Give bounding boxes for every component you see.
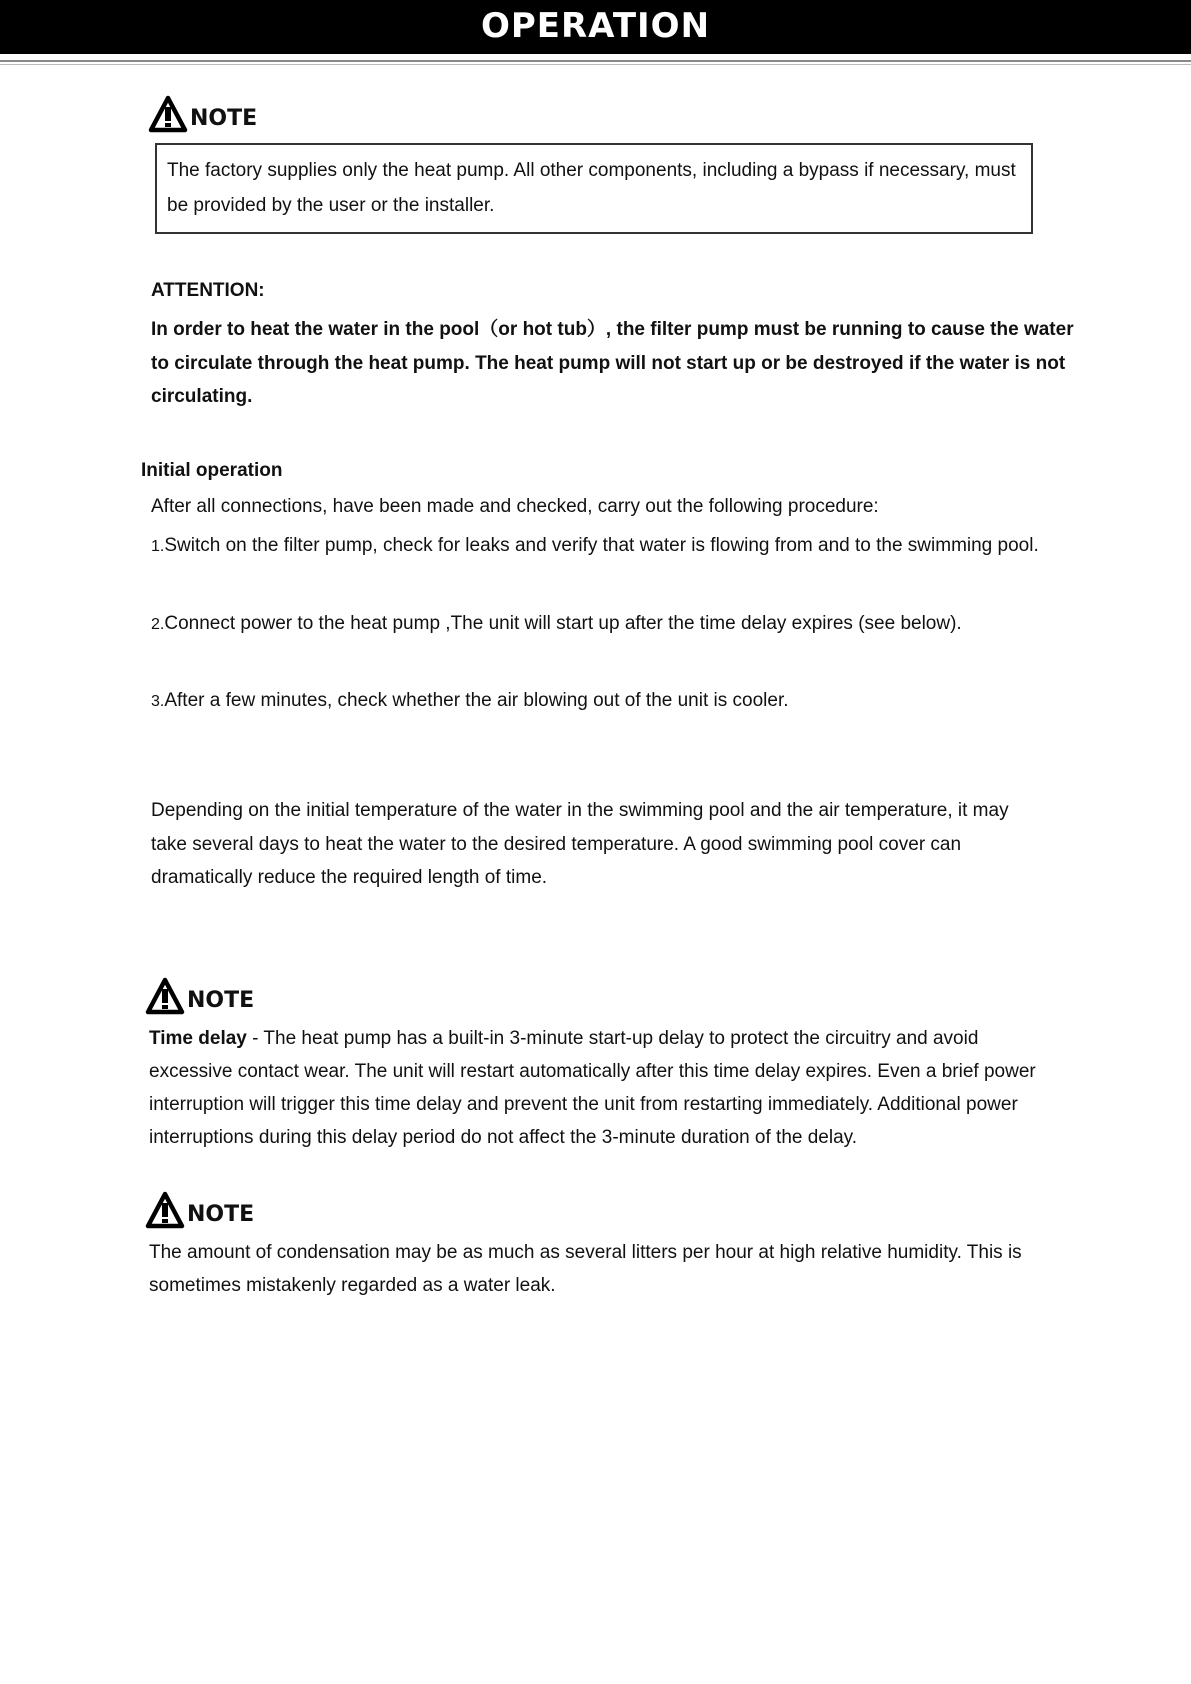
attention-line: circulating. bbox=[151, 386, 253, 407]
note-label: NOTE bbox=[187, 1201, 255, 1227]
step-item bbox=[151, 529, 1039, 564]
note-line: The factory supplies only the heat pump. All other components, including a bypass if necessary, must bbox=[167, 160, 1016, 181]
step-text: Connect power to the heat pump ,The unit will start up after the time delay expires (see below). bbox=[164, 613, 962, 634]
note-line: interruptions during this delay period do not affect the 3-minute duration of the delay. bbox=[149, 1127, 858, 1148]
section-heading: Initial operation bbox=[141, 460, 283, 481]
note-line: sometimes mistakenly regarded as a water leak. bbox=[149, 1275, 556, 1296]
note-text bbox=[167, 153, 1017, 223]
paragraph-line: take several days to heat the water to the desired temperature. A good swimming pool cover can bbox=[151, 834, 962, 855]
note-heading-1 bbox=[148, 95, 257, 133]
paragraph-line: dramatically reduce the required length of time. bbox=[151, 867, 548, 888]
note-heading-2 bbox=[145, 977, 254, 1015]
step-text: After a few minutes, check whether the air blowing out of the unit is cooler. bbox=[164, 690, 789, 711]
attention-line: to circulate through the heat pump. The heat pump will not start up or be destroyed if the water is not bbox=[151, 353, 1066, 374]
warning-icon bbox=[145, 977, 185, 1015]
note-line: be provided by the user or the installer. bbox=[167, 195, 495, 216]
step-item bbox=[151, 607, 962, 642]
note-label: NOTE bbox=[190, 105, 258, 131]
paragraph-line: Depending on the initial temperature of the water in the swimming pool and the air temperature, it may bbox=[151, 800, 1009, 821]
note-box bbox=[155, 143, 1033, 234]
header-divider bbox=[0, 60, 1191, 62]
step-number: 2. bbox=[151, 616, 165, 633]
step-text: Switch on the filter pump, check for leaks and verify that water is flowing from and to the swimming pool. bbox=[164, 535, 1039, 556]
warning-icon bbox=[148, 95, 188, 133]
attention-title: ATTENTION: bbox=[151, 280, 265, 301]
step-number: 1. bbox=[151, 538, 165, 555]
attention-line: In order to heat the water in the pool（or hot tub）, the filter pump must be running to cause the water bbox=[151, 319, 1074, 340]
time-delay-lead: Time delay bbox=[149, 1028, 247, 1049]
time-delay-text: - The heat pump has a built-in 3-minute start-up delay to protect the circuitry and avoid bbox=[246, 1028, 979, 1049]
note-line: The amount of condensation may be as much as several litters per hour at high relative humidity. This is bbox=[149, 1242, 1022, 1263]
time-delay-line bbox=[149, 1022, 978, 1056]
intro-text: After all connections, have been made and checked, carry out the following procedure: bbox=[151, 496, 879, 517]
step-item bbox=[151, 684, 789, 719]
page-title: OPERATION bbox=[480, 6, 711, 46]
note-line: excessive contact wear. The unit will restart automatically after this time delay expires. Even a brief power bbox=[149, 1061, 1036, 1082]
header-divider-thin bbox=[0, 64, 1191, 65]
warning-icon bbox=[145, 1191, 185, 1229]
note-label: NOTE bbox=[187, 987, 255, 1013]
step-number: 3. bbox=[151, 693, 165, 710]
note-line: interruption will trigger this time delay and prevent the unit from restarting immediately. Additional power bbox=[149, 1094, 1018, 1115]
note-heading-3 bbox=[145, 1191, 254, 1229]
